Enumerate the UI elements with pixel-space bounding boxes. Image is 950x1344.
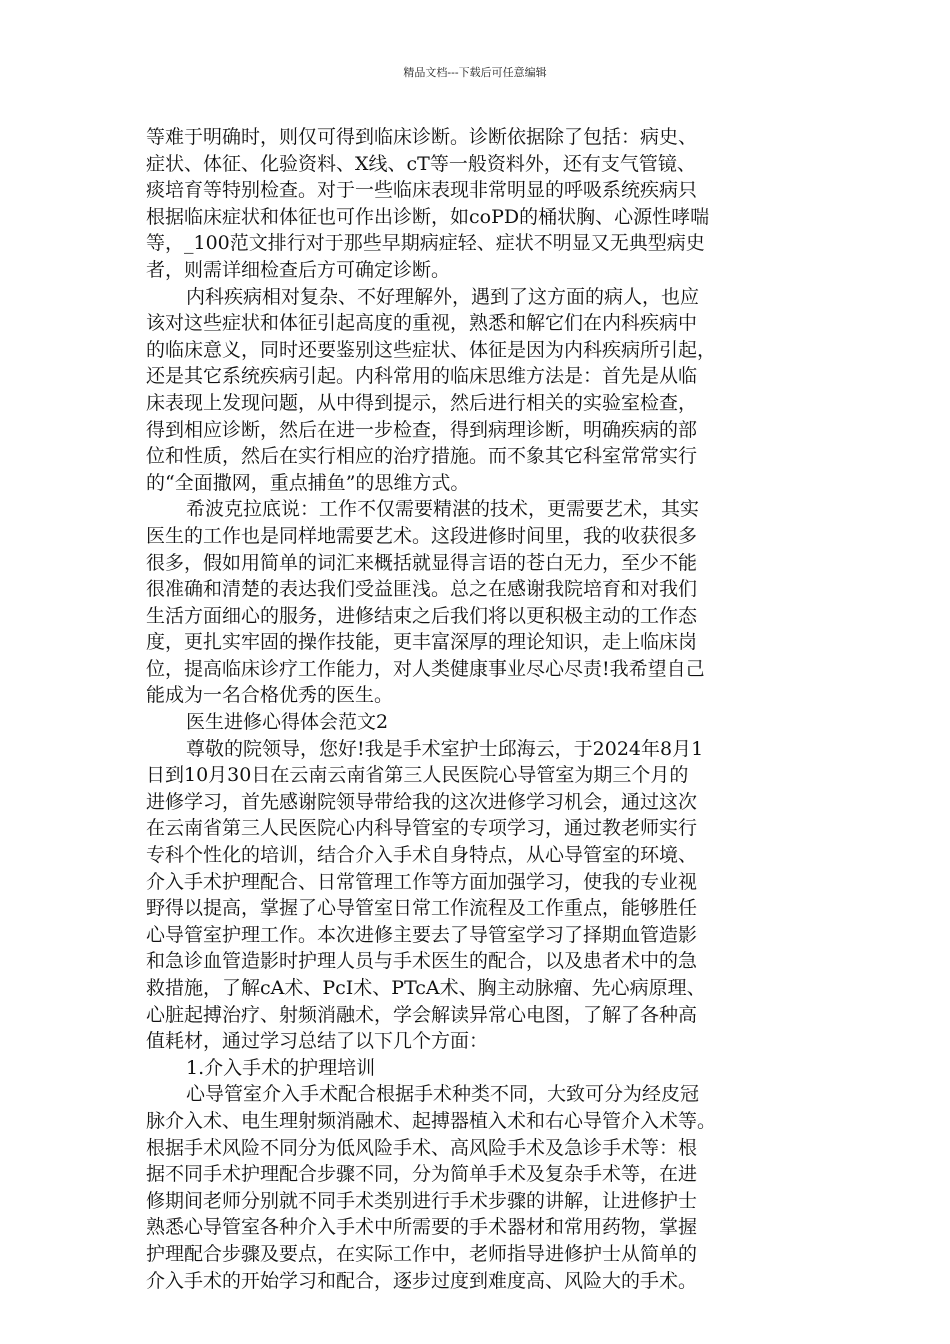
text-line: 心导管室护理工作。本次进修主要去了导管室学习了择期血管造影: [146, 923, 698, 946]
paragraph: [146, 1081, 818, 1294]
text-line: 脉介入术、电生理射频消融术、起搏器植入术和右心导管介入术等。: [146, 1109, 717, 1132]
document-body: [146, 124, 818, 1294]
text-line: 介入手术护理配合、日常管理工作等方面加强学习，使我的专业视: [146, 870, 698, 893]
text-line: 生活方面细心的服务，进修结束之后我们将以更积极主动的工作态: [146, 604, 698, 627]
paragraph: [146, 284, 818, 497]
text-line: 痰培育等特别检查。对于一些临床表现非常明显的呼吸系统疾病只: [146, 179, 698, 202]
text-line: 症状、体征、化验资料、X线、cT等一般资料外，还有支气管镜、: [146, 152, 696, 175]
text-line: 等难于明确时，则仅可得到临床诊断。诊断依据除了包括：病史、: [146, 126, 698, 148]
paragraph: [146, 1055, 818, 1082]
text-line: 很准确和清楚的表达我们受益匪浅。总之在感谢我院培育和对我们: [146, 578, 698, 601]
text-line: 医生的工作也是同样地需要艺术。这段进修时间里，我的收获很多: [146, 524, 698, 547]
text-line: 进修学习，首先感谢院领导带给我的这次进修学习机会，通过这次: [146, 790, 698, 813]
paragraph: [146, 124, 818, 284]
text-line: 在云南省第三人民医院心内科导管室的专项学习，通过教老师实行: [146, 817, 698, 840]
text-line: 医生进修心得体会范文2: [186, 711, 389, 734]
paragraph: [146, 709, 818, 736]
text-line: 介入手术的开始学习和配合，逐步过度到难度高、风险大的手术。: [146, 1269, 698, 1292]
text-line: 还是其它系统疾病引起。内科常用的临床思维方法是：首先是从临: [146, 365, 698, 388]
text-line: 很多，假如用简单的词汇来概括就显得言语的苍白无力，至少不能: [146, 551, 698, 574]
text-line: 护理配合步骤及要点，在实际工作中，老师指导进修护士从简单的: [146, 1242, 698, 1265]
text-line: 根据手术风险不同分为低风险手术、高风险手术及急诊手术等：根: [146, 1136, 698, 1159]
text-line: 等，_100范文排行对于那些早期病症轻、症状不明显又无典型病史: [146, 232, 705, 255]
page-header: 精品文档---下载后可任意编辑: [403, 66, 547, 79]
text-line: 度，更扎实牢固的操作技能，更丰富深厚的理论知识，走上临床岗: [146, 631, 698, 654]
paragraph: [146, 496, 818, 709]
text-line: 床表现上发现问题，从中得到提示，然后进行相关的实验室检查，: [146, 391, 698, 414]
text-line: 野得以提高，掌握了心导管室日常工作流程及工作重点，能够胜任: [146, 897, 698, 920]
text-line: 值耗材，通过学习总结了以下几个方面：: [146, 1030, 489, 1053]
text-line: 和急诊血管造影时护理人员与手术医生的配合，以及患者术中的急: [146, 950, 698, 973]
text-line: 1.介入手术的护理培训: [186, 1056, 376, 1079]
text-line: 救措施，了解cA术、PcI术、PTcA术、胸主动脉瘤、先心病原理、: [146, 977, 706, 999]
text-line: 日到10月30日在云南云南省第三人民医院心导管室为期三个月的: [146, 764, 689, 787]
text-line: 位，提高临床诊疗工作能力，对人类健康事业尽心尽责!我希望自己: [146, 657, 705, 680]
text-line: 希波克拉底说：工作不仅需要精湛的技术，更需要艺术，其实: [186, 498, 700, 521]
text-line: 心脏起搏治疗、射频消融术，学会解读异常心电图，了解了各种高: [146, 1003, 698, 1026]
text-line: 内科疾病相对复杂、不好理解外，遇到了这方面的病人，也应: [186, 285, 700, 308]
text-line: 据不同手术护理配合步骤不同，分为简单手术及复杂手术等，在进: [146, 1163, 698, 1186]
text-line: 位和性质，然后在实行相应的治疗措施。而不象其它科室常常实行: [146, 445, 698, 468]
paragraph: [146, 736, 818, 1055]
text-line: 的临床意义，同时还要鉴别这些症状、体征是因为内科疾病所引起，: [146, 338, 717, 361]
text-line: 得到相应诊断，然后在进一步检查，得到病理诊断，明确疾病的部: [146, 418, 698, 441]
text-line: 该对这些症状和体征引起高度的重视，熟悉和解它们在内科疾病中: [146, 312, 698, 335]
text-line: 的“全面撒网，重点捕鱼”的思维方式。: [146, 471, 470, 494]
text-line: 熟悉心导管室各种介入手术中所需要的手术器材和常用药物，掌握: [146, 1216, 698, 1239]
text-line: 尊敬的院领导，您好!我是手术室护士邱海云，于2024年8月1: [186, 737, 704, 760]
text-line: 根据临床症状和体征也可作出诊断，如coPD的桶状胸、心源性哮喘: [146, 205, 710, 228]
text-line: 能成为一名合格优秀的医生。: [146, 684, 394, 707]
text-line: 专科个性化的培训，结合介入手术自身特点，从心导管室的环境、: [146, 844, 698, 867]
text-line: 者，则需详细检查后方可确定诊断。: [146, 258, 451, 281]
text-line: 修期间老师分别就不同手术类别进行手术步骤的讲解，让进修护士: [146, 1189, 698, 1212]
text-line: 心导管室介入手术配合根据手术种类不同，大致可分为经皮冠: [186, 1083, 700, 1106]
